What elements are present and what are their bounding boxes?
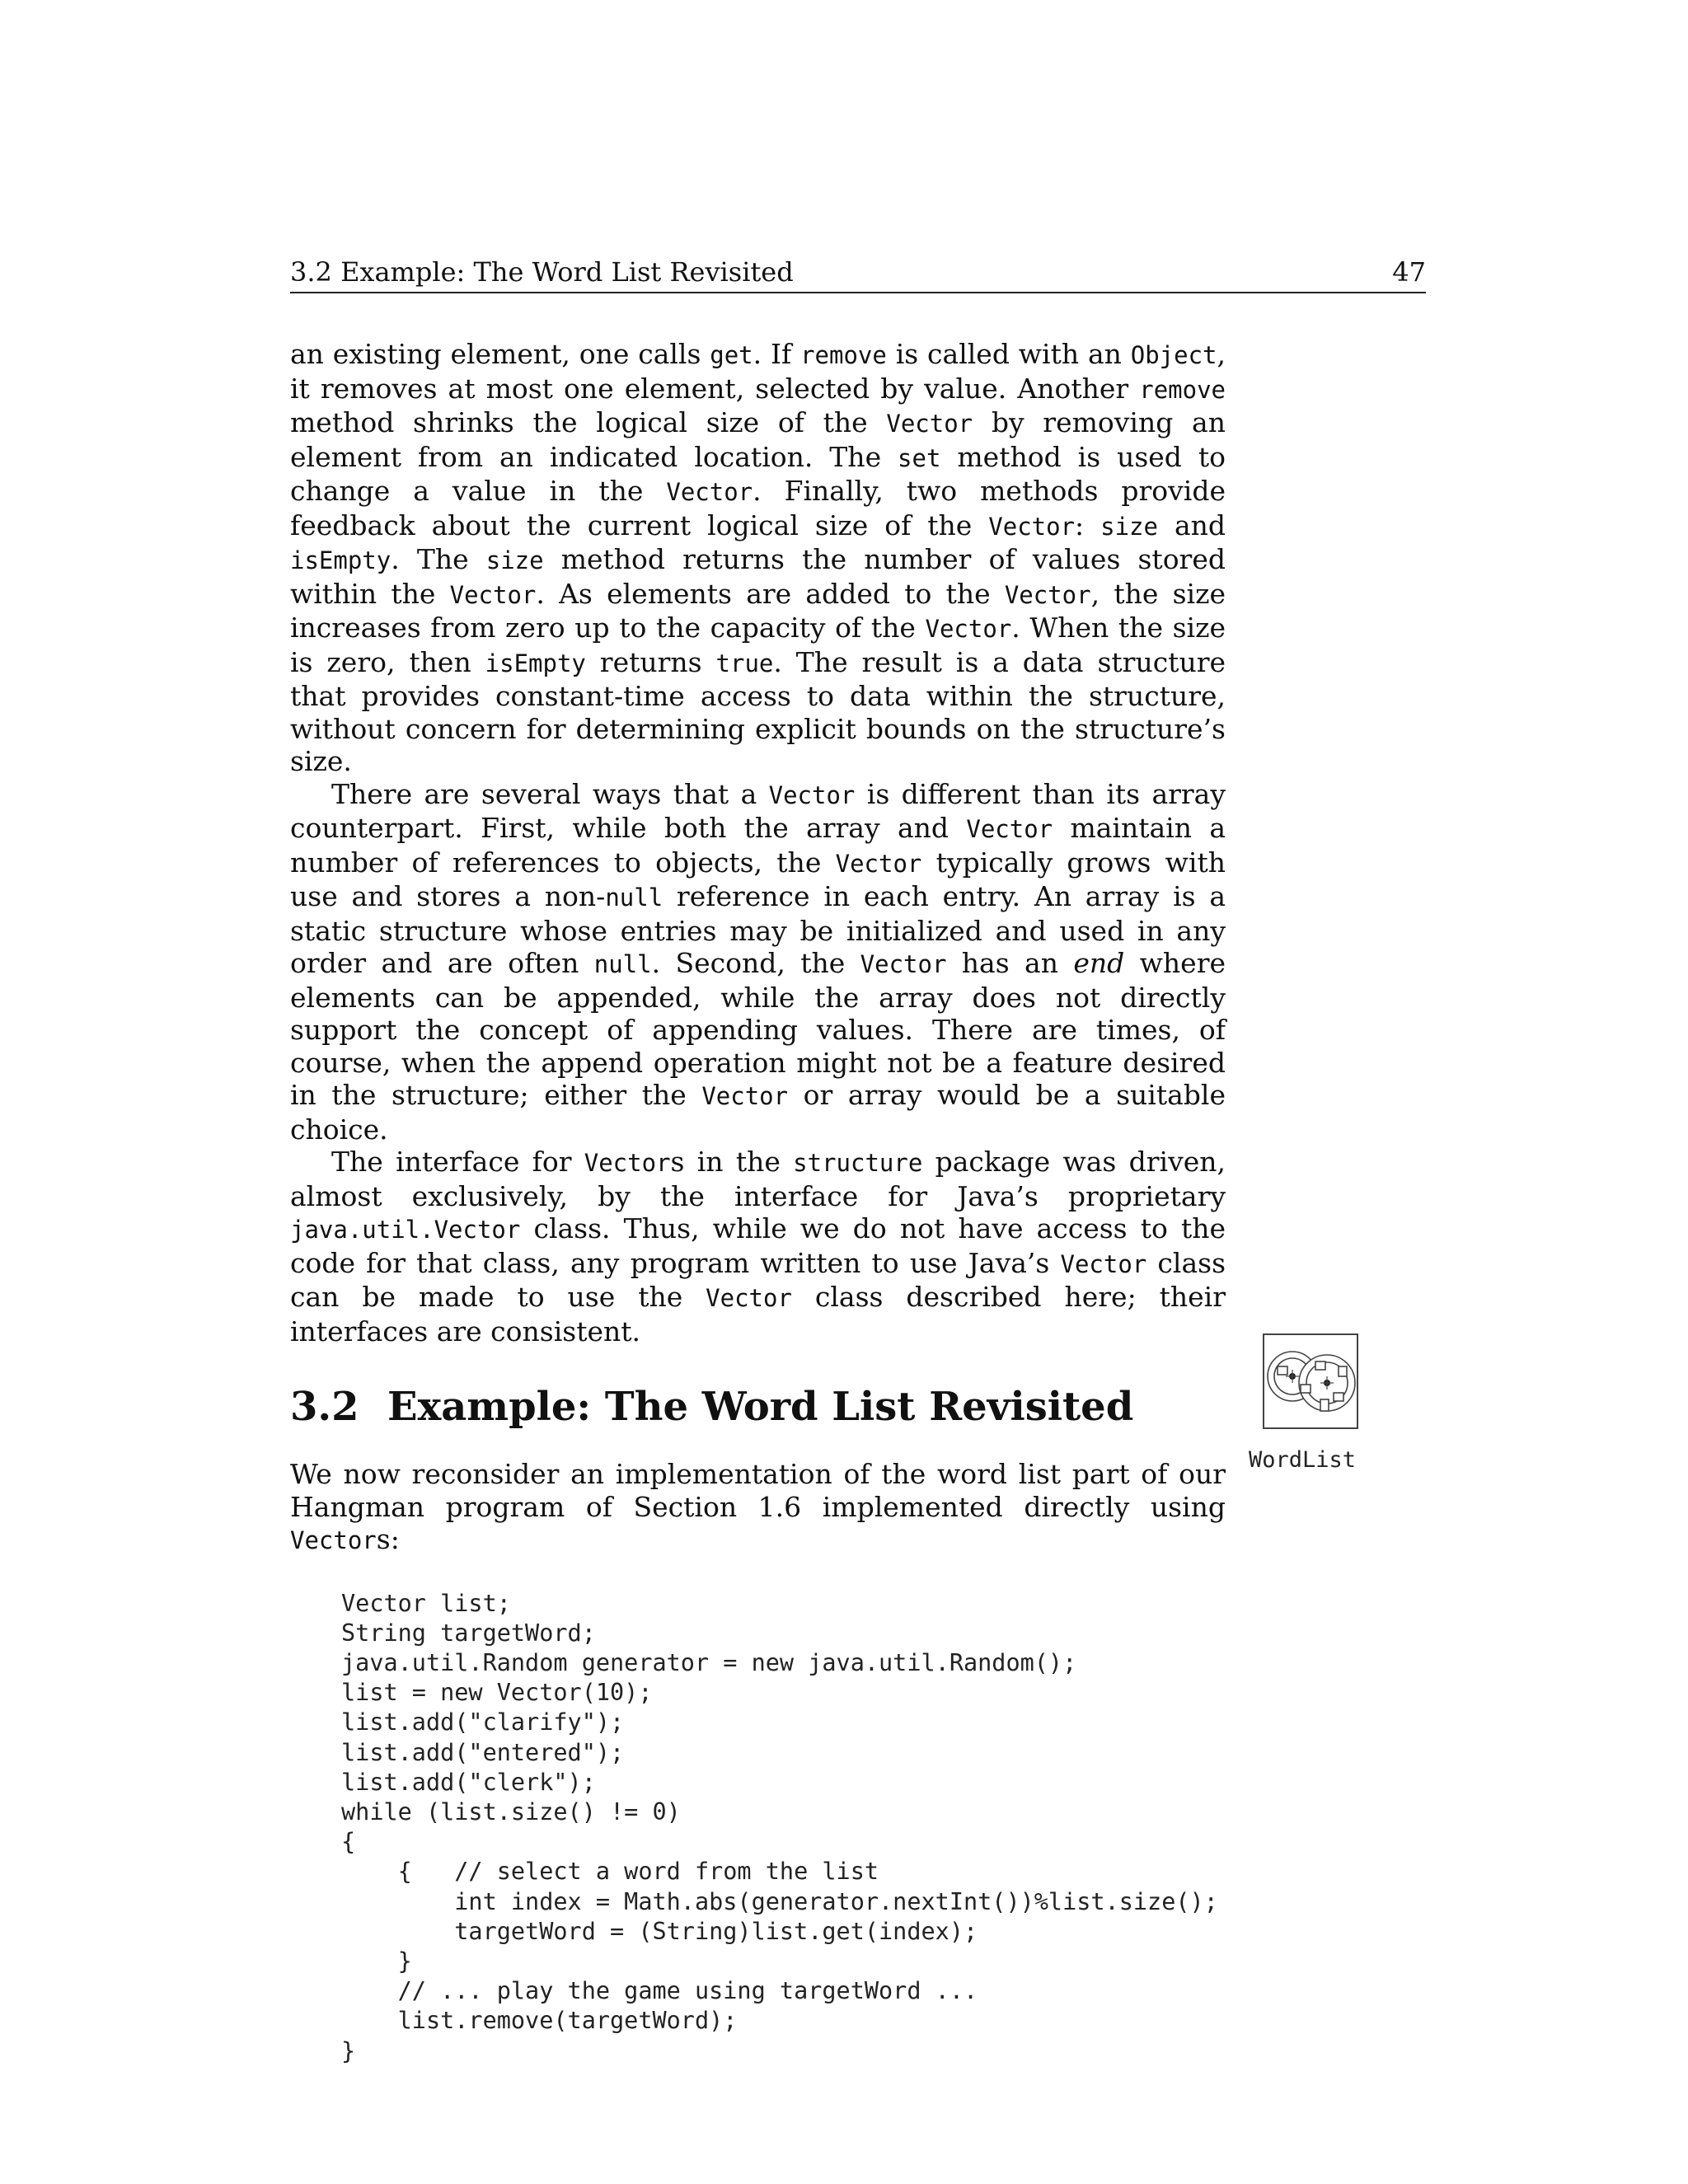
paragraph-vector-vs-array	[290, 778, 1226, 1146]
text-run: . The	[391, 543, 486, 575]
text-run: class described here; their interfaces are consistent.	[290, 1281, 1226, 1347]
code-line: { // select a word from the list	[341, 1858, 879, 1886]
text-run: where elements can be appended, while the array does not directly support the concept of appending values. There are times, of course, when the append operation might not be a feature desired in the structure; either the	[290, 947, 1226, 1111]
code-line: list.add("entered");	[341, 1738, 625, 1766]
text-run: or array would be a suitable choice.	[290, 1079, 1226, 1146]
text-run: package was driven, almost exclusively, by the interface for Java’s proprietary	[290, 1146, 1226, 1212]
code-listing	[341, 1589, 1226, 2066]
page-number: 47	[1392, 256, 1426, 288]
code-line: java.util.Random generator = new java.util.Random();	[341, 1648, 1077, 1676]
inline-code: size	[485, 546, 544, 574]
inline-code: Vector	[860, 950, 947, 978]
inline-code: isEmpty	[485, 649, 586, 677]
main-text	[290, 338, 1226, 2066]
inline-code: true	[715, 649, 774, 677]
text-run: method shrinks the logical size of the	[290, 406, 887, 438]
text-run: We now reconsider an implementation of the word list part of our Hangman program of Section 1.6 implemented directly using	[290, 1458, 1226, 1523]
emphasis: end	[1073, 947, 1125, 979]
text-run: method is used to change a value in the	[290, 440, 1226, 507]
text-run: . If	[753, 338, 801, 370]
inline-code: Vector	[449, 580, 537, 609]
text-run: has an	[946, 947, 1074, 979]
text-run: maintain a number of references to objects, the	[290, 812, 1226, 879]
code-line: int index = Math.abs(generator.nextInt())%list.size();	[341, 1887, 1218, 1915]
text-run: returns	[585, 645, 716, 678]
inline-code: Vector	[290, 1526, 377, 1554]
text-run: There are several ways that a	[331, 777, 769, 810]
inline-code: Vector	[584, 1149, 671, 1177]
text-run: , the size increases from zero up to the capacity of the	[290, 577, 1226, 644]
inline-code: set	[898, 443, 941, 472]
inline-code: Vector	[966, 815, 1053, 843]
inline-code: get	[710, 341, 753, 369]
margin-note-label: WordList	[1248, 1447, 1357, 1473]
text-run: . When the size is zero, then	[290, 612, 1226, 678]
inline-code: Vector	[1004, 580, 1091, 609]
inline-code: remove	[800, 341, 887, 369]
inline-code: size	[1100, 512, 1158, 541]
text-run: is different than its array counterpart. First, while both the array and	[290, 777, 1226, 844]
text-run: by removing an element from an indicated location. The	[290, 406, 1226, 473]
inline-code: Object	[1130, 341, 1217, 369]
paragraph-interface	[290, 1146, 1226, 1347]
code-line: targetWord = (String)list.get(index);	[341, 1917, 978, 1945]
inline-code: null	[593, 950, 652, 978]
running-head	[290, 255, 1426, 293]
margin-note	[1248, 1333, 1368, 1473]
inline-code: Vector	[988, 512, 1076, 541]
code-line: list.remove(targetWord);	[341, 2007, 738, 2035]
text-run: is called with an	[886, 338, 1131, 370]
inline-code: java.util.Vector	[290, 1216, 521, 1244]
inline-code: Vector	[835, 849, 922, 878]
code-line: while (list.size() != 0)	[341, 1797, 681, 1825]
text-run: , it removes at most one element, selected by value. Another	[290, 338, 1226, 405]
text-run: . As elements are added to the	[536, 577, 1005, 610]
code-line: // ... play the game using targetWord ...	[341, 1977, 978, 2005]
paragraph-intro	[290, 1458, 1226, 1558]
code-line: list = new Vector(10);	[341, 1679, 653, 1707]
running-title: 3.2 Example: The Word List Revisited	[290, 256, 794, 288]
text-run: . Finally, two methods provide feedback about the current logical size of the	[290, 475, 1226, 541]
code-line: }	[341, 2036, 356, 2064]
code-line: Vector list;	[341, 1589, 511, 1617]
inline-code: Vector	[925, 615, 1012, 643]
gears-icon	[1263, 1333, 1358, 1429]
text-run: s in the	[670, 1146, 794, 1178]
text-run: an existing element, one calls	[290, 338, 710, 370]
text-run: typically grows with use and stores a non-	[290, 846, 1226, 912]
text-run: :	[1075, 509, 1101, 541]
code-line: String targetWord;	[341, 1619, 596, 1647]
text-run: reference in each entry. An array is a static structure whose entries may be initialized and used in any order and are often	[290, 880, 1226, 979]
section-heading	[290, 1384, 1226, 1430]
paragraph-vector-methods	[290, 338, 1226, 778]
text-run: class can be made to use the	[290, 1246, 1226, 1313]
text-run: . Second, the	[651, 947, 860, 979]
inline-code: isEmpty	[290, 546, 392, 574]
inline-code: structure	[793, 1149, 923, 1177]
inline-code: Vector	[886, 410, 973, 438]
code-line: }	[341, 1947, 412, 1975]
text-run: . The result is a data structure that provides constant-time access to data within the structure, without concern for determining explicit bounds on the structure’s size.	[290, 645, 1226, 777]
text-run: class. Thus, while we do not have access to the code for that class, any program written to use Java’s	[290, 1212, 1226, 1279]
section-number: 3.2	[290, 1384, 359, 1430]
inline-code: remove	[1139, 375, 1226, 404]
inline-code: Vector	[706, 1284, 792, 1312]
inline-code: Vector	[1060, 1249, 1147, 1278]
code-line: {	[341, 1828, 356, 1856]
code-line: list.add("clerk");	[341, 1768, 596, 1796]
code-line: list.add("clarify");	[341, 1708, 625, 1736]
inline-code: null	[605, 883, 663, 912]
inline-code: Vector	[701, 1082, 789, 1110]
inline-code: Vector	[666, 478, 753, 506]
text-run: method returns the number of values stored within the	[290, 543, 1226, 610]
section-title: Example: The Word List Revisited	[387, 1384, 1134, 1430]
inline-code: Vector	[768, 780, 856, 809]
text-run: s:	[376, 1523, 400, 1555]
text-run: and	[1157, 509, 1226, 541]
text-run: The interface for	[331, 1146, 584, 1178]
